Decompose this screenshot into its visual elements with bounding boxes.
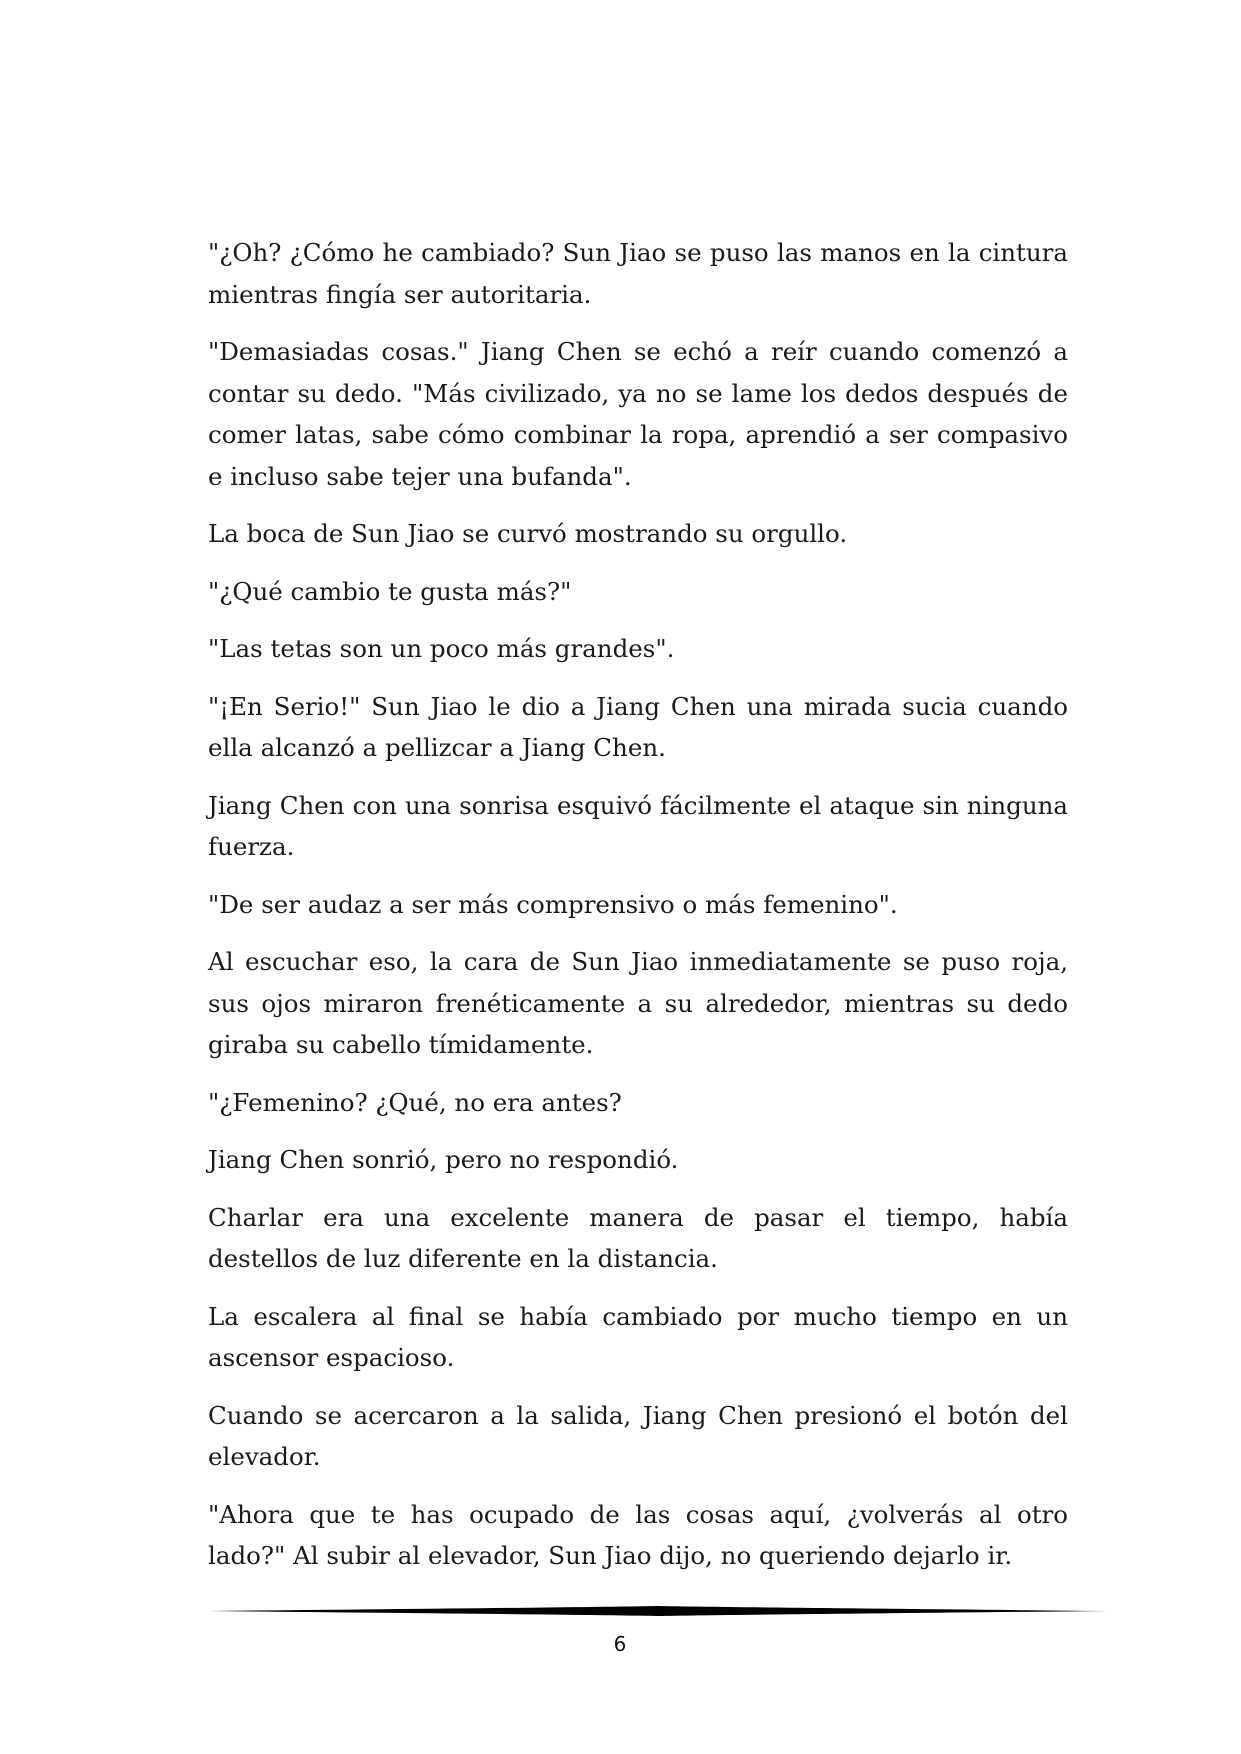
paragraph: "De ser audaz a ser más comprensivo o más femenino". [208, 889, 898, 919]
paragraph: "¿Femenino? ¿Qué, no era antes? [208, 1087, 622, 1117]
paragraph: La escalera al final se había cambiado por mucho tiempo en un ascensor espacioso. [208, 1301, 1068, 1372]
paragraph: "¡En Serio!" Sun Jiao le dio a Jiang Chen una mirada sucia cuando ella alcanzó a pellizcar a Jiang Chen. [208, 691, 1068, 762]
paragraph: "Ahora que te has ocupado de las cosas aquí, ¿volverás al otro lado?" Al subir al elevador, Sun Jiao dijo, no queriendo dejarlo ir. [208, 1499, 1068, 1570]
paragraph: Al escuchar eso, la cara de Sun Jiao inmediatamente se puso roja, sus ojos miraron frenéticamente a su alrededor, mientras su dedo giraba su cabello tímidamente. [208, 947, 1068, 1059]
paragraph: "¿Oh? ¿Cómo he cambiado? Sun Jiao se puso las manos en la cintura mientras fingía ser autoritaria. [208, 238, 1068, 309]
paragraph: "¿Qué cambio te gusta más?" [208, 576, 572, 606]
paragraph: "Demasiadas cosas." Jiang Chen se echó a reír cuando comenzó a contar su dedo. "Más civilizado, ya no se lame los dedos después de comer latas, sabe cómo combinar la ropa, aprendió a ser compasivo e incluso sabe tejer una bufanda". [208, 337, 1068, 491]
footer-divider [208, 1604, 1108, 1618]
paragraph: Jiang Chen con una sonrisa esquivó fácilmente el ataque sin ninguna fuerza. [208, 790, 1068, 861]
paragraph: La boca de Sun Jiao se curvó mostrando su orgullo. [208, 519, 848, 548]
paragraph: Charlar era una excelente manera de pasar el tiempo, había destellos de luz diferente en la distancia. [208, 1202, 1068, 1273]
body-text [208, 232, 1068, 1593]
paragraph: "Las tetas son un poco más grandes". [208, 634, 675, 663]
paragraph: Jiang Chen sonrió, pero no respondió. [208, 1145, 679, 1174]
page-number: 6 [613, 1632, 627, 1656]
paragraph: Cuando se acercaron a la salida, Jiang Chen presionó el botón del elevador. [208, 1400, 1068, 1471]
